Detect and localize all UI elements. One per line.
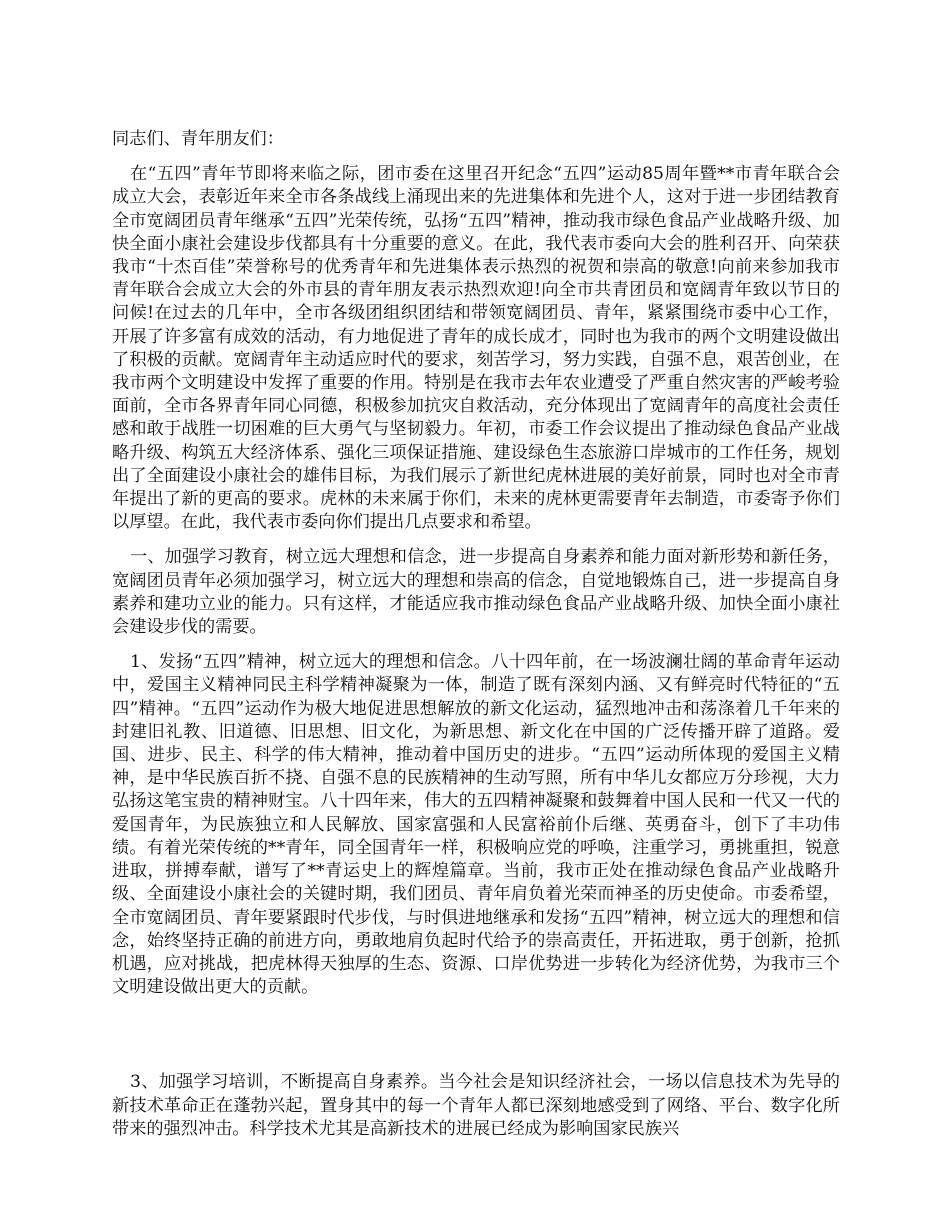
document-page (112, 118, 840, 1153)
paragraph-section-one: 一、加强学习教育，树立远大理想和信念，进一步提高自身素养和能力面对新形势和新任务，宽阔团员青年必须加强学习，树立远大的理想和崇高的信念，自觉地锻炼自己，进一步提高自身素养和建功立业的能力。只有这样，才能适应我市推动绿色食品产业战略升级、加快全面小康社会建设步伐的需要。 (112, 547, 840, 638)
paragraph-point-one: 1、发扬“五四”精神，树立远大的理想和信念。八十四年前，在一场波澜壮阔的革命青年运动中，爱国主义精神同民主科学精神凝聚为一体，制造了既有深刻内涵、又有鲜亮时代特征的“五四”精神。“五四”运动作为极大地促进思想解放的新文化运动，猛烈地冲击和荡涤着几千年来的封建旧礼教、旧道德、旧思想、旧文化，为新思想、新文化在中国的广泛传播开辟了道路。爱国、进步、民主、科学的伟大精神，推动着中国历史的进步。“五四”运动所体现的爱国主义精神，是中华民族百折不挠、自强不息的民族精神的生动写照，所有中华儿女都应万分珍视，大力弘扬这笔宝贵的精神财宝。八十四年来，伟大的五四精神凝聚和鼓舞着中国人民和一代又一代的爱国青年，为民族独立和人民解放、国家富强和人民富裕前仆后继、英勇奋斗，创下了丰功伟绩。有着光荣传统的**青年，同全国青年一样，积极响应党的呼唤，注重学习，勇挑重担，锐意进取，拼搏奉献，谱写了**青运史上的辉煌篇章。当前，我市正处在推动绿色食品产业战略升级、全面建设小康社会的关键时期，我们团员、青年肩负着光荣而神圣的历史使命。市委希望，全市宽阔团员、青年要紧跟时代步伐，与时俱进地继承和发扬“五四”精神，树立远大的理想和信念，始终坚持正确的前进方向，勇敢地肩负起时代给予的崇高责任，开拓进取，勇于创新，抢抓机遇，应对挑战，把虎林得天独厚的生态、资源、口岸优势进一步转化为经济优势，为我市三个文明建设做出更大的贡献。 (112, 652, 840, 998)
salutation: 同志们、青年朋友们： (112, 129, 284, 149)
paragraph-intro: 在“五四”青年节即将来临之际，团市委在这里召开纪念“五四”运动85周年暨**市青年联合会成立大会，表彰近年来全市各条战线上涌现出来的先进集体和先进个人，这对于进一步团结教育全市宽阔团员青年继承“五四”光荣传统，弘扬“五四”精神，推动我市绿色食品产业战略升级、加快全面小康社会建设步伐都具有十分重要的意义。在此，我代表市委向大会的胜利召开、向荣获我市“十杰百佳”荣誉称号的优秀青年和先进集体表示热烈的祝贺和崇高的敬意!向前来参加我市青年联合会成立大会的外市县的青年朋友表示热烈欢迎!向全市共青团员和宽阔青年致以节日的问候!在过去的几年中，全市各级团组织团结和带领宽阔团员、青年，紧紧围绕市委中心工作，开展了许多富有成效的活动，有力地促进了青年的成长成才，同时也为我市的两个文明建设做出了积极的贡献。宽阔青年主动适应时代的要求，刻苦学习，努力实践，自强不息，艰苦创业，在我市两个文明建设中发挥了重要的作用。特别是在我市去年农业遭受了严重自然灾害的严峻考验面前，全市各界青年同心同德，积极参加抗灾自救活动，充分体现出了宽阔青年的高度社会责任感和敢于战胜一切困难的巨大勇气与坚韧毅力。年初，市委工作会议提出了推动绿色食品产业战略升级、构筑五大经济体系、强化三项保证措施、建设绿色生态旅游口岸城市的工作任务，规划出了全面建设小康社会的雄伟目标，为我们展示了新世纪虎林进展的美好前景，同时也对全市青年提出了新的更高的要求。虎林的未来属于你们，未来的虎林更需要青年去制造，市委寄予你们以厚望。在此，我代表市委向你们提出几点要求和希望。 (112, 164, 840, 533)
blank-gap (112, 1011, 840, 1071)
paragraph-point-three: 3、加强学习培训，不断提高自身素养。当今社会是知识经济社会，一场以信息技术为先导的新技术革命正在蓬勃兴起，置身其中的每一个青年人都已深刻地感受到了网络、平台、数字化所带来的强烈冲击。科学技术尤其是高新技术的进展已经成为影响国家民族兴 (112, 1072, 840, 1139)
